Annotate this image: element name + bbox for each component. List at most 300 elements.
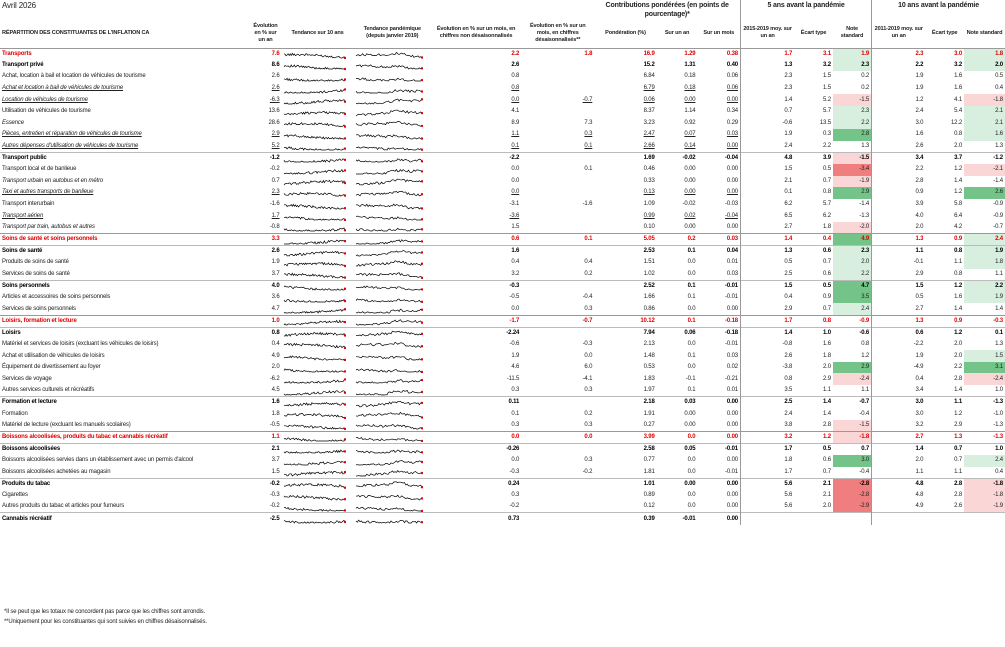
table-row — [0, 420, 1005, 432]
trend-last-point — [420, 452, 422, 454]
zscore-10y-value: 1.4 — [995, 305, 1003, 312]
component-label: Services de soins de santé — [2, 270, 70, 277]
avg-10y-value: 3.4 — [872, 385, 926, 397]
zscore-5y-value: 2.3 — [833, 106, 872, 118]
zscore-5y-value: 2.8 — [833, 129, 872, 141]
stdev-10y-value: 1.1 — [954, 468, 963, 475]
table-row — [0, 210, 1005, 222]
contrib-yoy-value: 0.1 — [687, 352, 696, 359]
stdev-10y-value: 2.2 — [954, 364, 963, 371]
weight-value: 2.13 — [643, 340, 655, 347]
trend-10y-spark — [282, 327, 354, 339]
trend-10y-spark — [282, 467, 354, 479]
mom-sa-value — [521, 501, 594, 513]
yoy-value: 1.1 — [249, 431, 281, 443]
trend-last-point — [343, 207, 345, 209]
avg-10y-value: 1.9 — [872, 71, 926, 83]
avg-10y-value: 1.5 — [872, 280, 926, 292]
zscore-10y-value: 2.1 — [964, 106, 1005, 118]
stdev-5y-value: 1.5 — [823, 85, 831, 92]
table-row — [0, 315, 1005, 327]
trend-10y-spark — [282, 362, 354, 374]
trend-10y-spark — [282, 71, 354, 83]
col-header-stdev-10y: Écart type — [931, 29, 958, 36]
contrib-yoy-value: -0.01 — [657, 513, 698, 525]
zscore-5y-value: 4.7 — [833, 280, 872, 292]
table-row — [0, 129, 1005, 141]
avg-10y-value: 2.9 — [872, 269, 926, 281]
footnote-seasonal: **Uniquement pour les constituantes qui sont suivies en chiffres désaisonnalisés. — [4, 619, 207, 625]
zscore-5y-value: 0.8 — [861, 340, 870, 347]
avg-10y-value: 1.4 — [872, 443, 926, 455]
table-row — [0, 443, 1005, 455]
avg-5y-value: 4.8 — [740, 152, 794, 164]
trend-10y-spark — [282, 234, 354, 246]
mom-nsa-value: 0.8 — [511, 73, 520, 80]
weight-value: 0.06 — [643, 96, 655, 103]
stdev-5y-value: 1.2 — [794, 431, 833, 443]
trend-last-point — [420, 90, 422, 92]
stdev-5y-value: 0.4 — [794, 234, 833, 246]
trend-pandemic-spark — [354, 257, 431, 269]
mom-sa-value — [521, 71, 594, 83]
trend-line — [284, 78, 345, 81]
avg-5y-value: 2.7 — [740, 222, 794, 234]
weight-value: 2.18 — [594, 397, 656, 409]
group-header-row — [0, 0, 1005, 19]
contrib-yoy-value: 0.0 — [687, 270, 696, 277]
avg-10y-value: 1.3 — [872, 234, 926, 246]
zscore-5y-value: 2.2 — [833, 118, 872, 130]
component-label: Cigarettes — [2, 492, 28, 499]
component-label: Soins de santé — [0, 246, 249, 258]
avg-10y-value: -4.9 — [872, 362, 926, 374]
trend-line — [356, 380, 422, 384]
trend-line — [284, 369, 345, 372]
table-row — [0, 164, 1005, 176]
trend-last-point — [420, 251, 422, 253]
contrib-mom-value: 0.00 — [726, 305, 738, 312]
stdev-5y-value: 0.7 — [823, 177, 831, 184]
stdev-10y-value: 2.8 — [954, 375, 963, 382]
yoy-value: -0.5 — [269, 421, 280, 428]
trend-line — [356, 369, 422, 372]
contrib-mom-value: 0.06 — [726, 85, 738, 92]
weight-value: 8.37 — [643, 108, 655, 115]
component-label: Transport public — [0, 152, 249, 164]
stdev-10y-value: 1.3 — [925, 431, 964, 443]
mom-sa-value: 0.4 — [584, 259, 593, 266]
trend-10y-spark — [282, 478, 354, 490]
table-row — [0, 176, 1005, 188]
zscore-10y-value: 0.5 — [995, 73, 1003, 80]
stdev-5y-value: 0.5 — [794, 443, 833, 455]
contrib-mom-value: 0.03 — [697, 234, 740, 246]
trend-line — [356, 250, 422, 256]
trend-line — [284, 356, 345, 360]
mom-nsa-value: 0.0 — [511, 457, 520, 464]
trend-last-point — [343, 88, 345, 90]
avg-5y-value: 1.4 — [740, 327, 794, 339]
mom-sa-value: -0.7 — [521, 315, 594, 327]
trend-10y-spark — [282, 60, 354, 72]
trend-10y-spark — [282, 222, 354, 234]
stdev-10y-value: 1.6 — [954, 73, 963, 80]
trend-10y-spark — [282, 501, 354, 513]
trend-line — [284, 181, 345, 186]
contrib-mom-value: 0.00 — [726, 177, 738, 184]
contrib-mom-value: 0.00 — [726, 166, 738, 173]
stdev-10y-value: 12.2 — [950, 119, 963, 126]
table-row — [0, 106, 1005, 118]
stdev-5y-value: 1.1 — [823, 387, 831, 394]
yoy-value: 2.3 — [271, 189, 280, 196]
trend-pandemic-spark — [354, 222, 431, 234]
yoy-value: -0.2 — [269, 503, 280, 510]
mom-sa-value — [521, 397, 594, 409]
trend-line — [284, 228, 345, 231]
stdev-10y-value: 1.1 — [954, 259, 963, 266]
mom-nsa-value: 0.4 — [511, 259, 520, 266]
avg-5y-value: 6.2 — [740, 199, 794, 211]
mom-sa-value: -4.1 — [582, 375, 593, 382]
trend-last-point — [343, 487, 345, 489]
trend-10y-spark — [282, 397, 354, 409]
avg-10y-value: 1.1 — [872, 246, 926, 258]
stdev-10y-value: 0.9 — [925, 234, 964, 246]
stdev-5y-value: 0.9 — [823, 294, 831, 301]
yoy-value: -0.8 — [269, 223, 280, 230]
table-row — [0, 187, 1005, 199]
contrib-mom-value: 0.00 — [726, 96, 738, 103]
trend-10y-spark — [282, 339, 354, 351]
trend-line — [356, 147, 422, 150]
contrib-mom-value: 0.00 — [697, 513, 740, 525]
trend-line — [284, 484, 345, 488]
trend-line — [284, 89, 345, 93]
trend-10y-spark — [282, 443, 354, 455]
table-row — [0, 71, 1005, 83]
trend-10y-spark — [282, 199, 354, 211]
mom-sa-value — [521, 513, 594, 525]
contrib-yoy-value: 0.00 — [684, 96, 696, 103]
weight-value: 2.58 — [594, 443, 656, 455]
trend-last-point — [343, 347, 345, 349]
zscore-10y-value: 0.4 — [995, 468, 1003, 475]
trend-line — [284, 100, 345, 104]
mom-nsa-value: 0.0 — [511, 177, 520, 184]
trend-10y-spark — [282, 176, 354, 188]
yoy-value: 3.7 — [271, 457, 280, 464]
col-header-weight: Pondération (%) — [605, 29, 646, 36]
zscore-5y-value: -1.3 — [859, 212, 870, 219]
stdev-5y-value: 0.5 — [794, 280, 833, 292]
avg-5y-value: 0.8 — [740, 373, 794, 385]
mom-sa-value — [521, 187, 594, 199]
zscore-5y-value: -1.9 — [833, 176, 872, 188]
weight-value: 0.33 — [643, 177, 655, 184]
stdev-10y-value: 2.8 — [925, 478, 964, 490]
component-label: Soins de santé et soins personnels — [0, 234, 249, 246]
avg-5y-value — [740, 513, 794, 525]
yoy-value: 3.7 — [271, 270, 280, 277]
contrib-yoy-value: 0.00 — [684, 166, 696, 173]
trend-line — [356, 191, 422, 196]
trend-line — [284, 262, 345, 266]
stdev-10y-value: 0.9 — [925, 315, 964, 327]
mom-nsa-value: 4.6 — [511, 364, 520, 371]
mom-sa-value: 0.3 — [584, 305, 593, 312]
trend-pandemic-spark — [354, 141, 431, 153]
table-row — [0, 362, 1005, 374]
contrib-mom-value: 0.00 — [726, 189, 738, 196]
stdev-5y-value: 2.0 — [823, 364, 831, 371]
component-label: Cannabis récréatif — [0, 513, 249, 525]
trend-10y-spark — [282, 303, 354, 315]
trend-pandemic-spark — [354, 420, 431, 432]
avg-10y-value: 3.0 — [872, 408, 926, 420]
mom-nsa-value: 0.11 — [431, 397, 521, 409]
zscore-5y-value: -3.4 — [833, 164, 872, 176]
avg-10y-value: 2.0 — [872, 222, 926, 234]
trend-pandemic-spark — [354, 106, 431, 118]
component-label: Achat et utilisation de véhicules de loisirs — [2, 352, 105, 359]
zscore-5y-value: 0.7 — [833, 443, 872, 455]
contrib-mom-value: -0.01 — [725, 294, 738, 301]
mom-sa-value: -0.3 — [582, 340, 593, 347]
avg-10y-value: 1.6 — [872, 129, 926, 141]
trend-line — [356, 65, 422, 69]
period-label: Avril 2026 — [2, 1, 36, 10]
table-row — [0, 431, 1005, 443]
trend-line — [356, 425, 422, 430]
trend-line — [356, 99, 422, 104]
trend-last-point — [420, 427, 422, 429]
avg-10y-value: 2.8 — [872, 176, 926, 188]
trend-10y-spark — [282, 350, 354, 362]
trend-pandemic-spark — [354, 455, 431, 467]
stdev-10y-value: 1.2 — [925, 280, 964, 292]
avg-5y-value: 2.3 — [740, 83, 794, 95]
component-label: Formation — [2, 410, 28, 417]
weight-value: 3.23 — [643, 119, 655, 126]
zscore-10y-value: -1.3 — [993, 421, 1003, 428]
component-label: Formation et lecture — [0, 397, 249, 409]
trend-pandemic-spark — [354, 408, 431, 420]
contrib-mom-value: 0.00 — [726, 421, 738, 428]
trend-line — [284, 450, 345, 453]
trend-line — [284, 135, 345, 139]
avg-5y-value: 3.5 — [740, 385, 794, 397]
trend-line — [356, 343, 422, 348]
table-row — [0, 339, 1005, 351]
table-row — [0, 152, 1005, 164]
mom-nsa-value: 0.0 — [431, 431, 521, 443]
trend-line — [284, 461, 345, 465]
avg-5y-value: 1.9 — [740, 129, 794, 141]
avg-10y-value: 2.7 — [872, 303, 926, 315]
trend-line — [356, 320, 422, 325]
mom-sa-value: 0.2 — [584, 270, 593, 277]
trend-line — [284, 507, 345, 511]
contrib-yoy-value: 0.1 — [657, 315, 698, 327]
stdev-5y-value: 0.7 — [823, 259, 831, 266]
avg-10y-value: 2.3 — [872, 48, 926, 60]
avg-10y-value: 3.2 — [872, 420, 926, 432]
zscore-10y-value — [964, 513, 1005, 525]
contrib-mom-value: -0.03 — [725, 201, 738, 208]
trend-last-point — [343, 403, 345, 405]
mom-nsa-value: 3.2 — [511, 270, 520, 277]
avg-10y-value: 4.0 — [872, 210, 926, 222]
weight-value: 2.53 — [594, 246, 656, 258]
trend-line — [284, 299, 345, 302]
mom-sa-value — [521, 327, 594, 339]
component-label: Transport privé — [2, 61, 44, 68]
contrib-yoy-value: 0.02 — [684, 212, 696, 219]
zscore-5y-value: 1.2 — [861, 352, 870, 359]
trend-line — [284, 159, 345, 162]
zscore-10y-value: 2.4 — [964, 455, 1005, 467]
table-row — [0, 455, 1005, 467]
mom-nsa-value: -0.3 — [509, 468, 520, 475]
component-label: Matériel et services de loisirs (excluant les véhicules de loisirs) — [2, 340, 159, 347]
stdev-5y-value: 0.8 — [794, 315, 833, 327]
contrib-yoy-value: 0.0 — [687, 305, 696, 312]
zscore-5y-value: -2.4 — [833, 373, 872, 385]
trend-line — [356, 169, 422, 174]
trend-last-point — [343, 230, 345, 232]
trend-pandemic-spark — [354, 467, 431, 479]
weight-value: 0.27 — [643, 421, 655, 428]
avg-5y-value: 2.3 — [740, 71, 794, 83]
trend-pandemic-spark — [354, 490, 431, 502]
component-label: Transports — [0, 48, 249, 60]
trend-pandemic-spark — [354, 94, 431, 106]
contrib-yoy-value: 0.1 — [687, 387, 696, 394]
trend-pandemic-spark — [354, 303, 431, 315]
stdev-5y-value: 0.8 — [823, 189, 831, 196]
table-row — [0, 257, 1005, 269]
trend-pandemic-spark — [354, 234, 431, 246]
stdev-10y-value: 0.7 — [954, 457, 963, 464]
stdev-5y-value: 1.6 — [823, 340, 831, 347]
avg-5y-value: 5.6 — [740, 501, 794, 513]
trend-line — [356, 299, 422, 302]
avg-5y-value: 1.5 — [740, 280, 794, 292]
trend-pandemic-spark — [354, 187, 431, 199]
trend-line — [284, 123, 345, 127]
zscore-10y-value: 1.6 — [964, 129, 1005, 141]
component-label: Boissons alcoolisées, produits du tabac et cannabis récréatif — [0, 431, 249, 443]
contrib-mom-value: 0.03 — [726, 270, 738, 277]
table-row — [0, 246, 1005, 258]
mom-nsa-value: -0.5 — [509, 294, 520, 301]
component-label: Loisirs, formation et lecture — [0, 315, 249, 327]
trend-last-point — [420, 497, 422, 499]
avg-10y-value: 2.0 — [872, 455, 926, 467]
col-header-contrib-yoy: Sur un an — [664, 29, 690, 36]
table-row — [0, 303, 1005, 315]
weight-value: 1.81 — [643, 468, 655, 475]
avg-5y-value: 0.4 — [740, 292, 794, 304]
contrib-yoy-value: 0.18 — [684, 85, 696, 92]
stdev-5y-value: 1.5 — [823, 73, 831, 80]
component-label: Pièces, entretien et réparation de véhicules de tourisme — [2, 131, 142, 138]
weight-value: 0.89 — [643, 492, 655, 499]
mom-sa-value — [521, 478, 594, 490]
contrib-mom-value: -0.01 — [725, 340, 738, 347]
zscore-10y-value: 0.1 — [964, 327, 1005, 339]
mom-nsa-value: -0.26 — [431, 443, 521, 455]
trend-line — [284, 217, 345, 220]
zscore-5y-value: 3.0 — [833, 455, 872, 467]
trend-pandemic-spark — [354, 315, 431, 327]
trend-line — [356, 134, 422, 139]
zscore-10y-value: -1.3 — [964, 397, 1005, 409]
trend-line — [284, 390, 345, 394]
yoy-value: -6.2 — [269, 375, 280, 382]
yoy-value: 2.0 — [271, 364, 280, 371]
zscore-5y-value: 3.5 — [833, 292, 872, 304]
trend-line — [284, 309, 345, 313]
weight-value: 2.66 — [643, 142, 655, 149]
stdev-5y-value: 2.0 — [823, 503, 831, 510]
trend-line — [284, 425, 345, 429]
stdev-5y-value — [794, 513, 833, 525]
zscore-10y-value: -0.7 — [993, 223, 1003, 230]
contrib-mom-value: 0.02 — [726, 364, 738, 371]
zscore-10y-value: -1.2 — [964, 152, 1005, 164]
zscore-10y-value: 2.1 — [964, 118, 1005, 130]
table-row — [0, 222, 1005, 234]
mom-nsa-value: -0.3 — [431, 280, 521, 292]
trend-line — [284, 111, 345, 114]
contrib-mom-value: -0.01 — [697, 280, 740, 292]
contrib-yoy-value: 0.1 — [657, 280, 698, 292]
mom-nsa-value: 0.73 — [431, 513, 521, 525]
zscore-10y-value: 1.0 — [995, 387, 1003, 394]
zscore-5y-value: -0.4 — [859, 410, 870, 417]
trend-line — [356, 159, 422, 162]
avg-10y-value: 0.4 — [872, 373, 926, 385]
avg-5y-value: 0.7 — [740, 106, 794, 118]
trend-line — [356, 460, 422, 465]
mom-nsa-value: -3.6 — [509, 212, 520, 219]
table-row — [0, 48, 1005, 60]
component-label: Équipement de divertissement au foyer — [2, 364, 101, 371]
avg-10y-value: 0.5 — [872, 292, 926, 304]
stdev-10y-value: 2.0 — [954, 142, 963, 149]
stdev-5y-value: 3.1 — [794, 48, 833, 60]
yoy-value: 1.9 — [271, 259, 280, 266]
zscore-5y-value: 2.9 — [833, 187, 872, 199]
mom-sa-value: 0.1 — [584, 142, 593, 149]
weight-value: 7.94 — [594, 327, 656, 339]
mom-nsa-value: -0.6 — [509, 340, 520, 347]
avg-5y-value: 1.7 — [740, 443, 794, 455]
trend-line — [284, 438, 345, 441]
table-row — [0, 478, 1005, 490]
stdev-10y-value: 2.6 — [954, 503, 963, 510]
zscore-5y-value: -2.9 — [833, 501, 872, 513]
contrib-yoy-value: -0.02 — [657, 152, 698, 164]
component-label: Matériel de lecture (excluant les manuels scolaires) — [2, 421, 131, 428]
contrib-mom-value: 0.00 — [697, 397, 740, 409]
trend-last-point — [343, 498, 345, 500]
yoy-value: 1.6 — [249, 397, 281, 409]
contrib-yoy-value: 1.14 — [684, 108, 696, 115]
